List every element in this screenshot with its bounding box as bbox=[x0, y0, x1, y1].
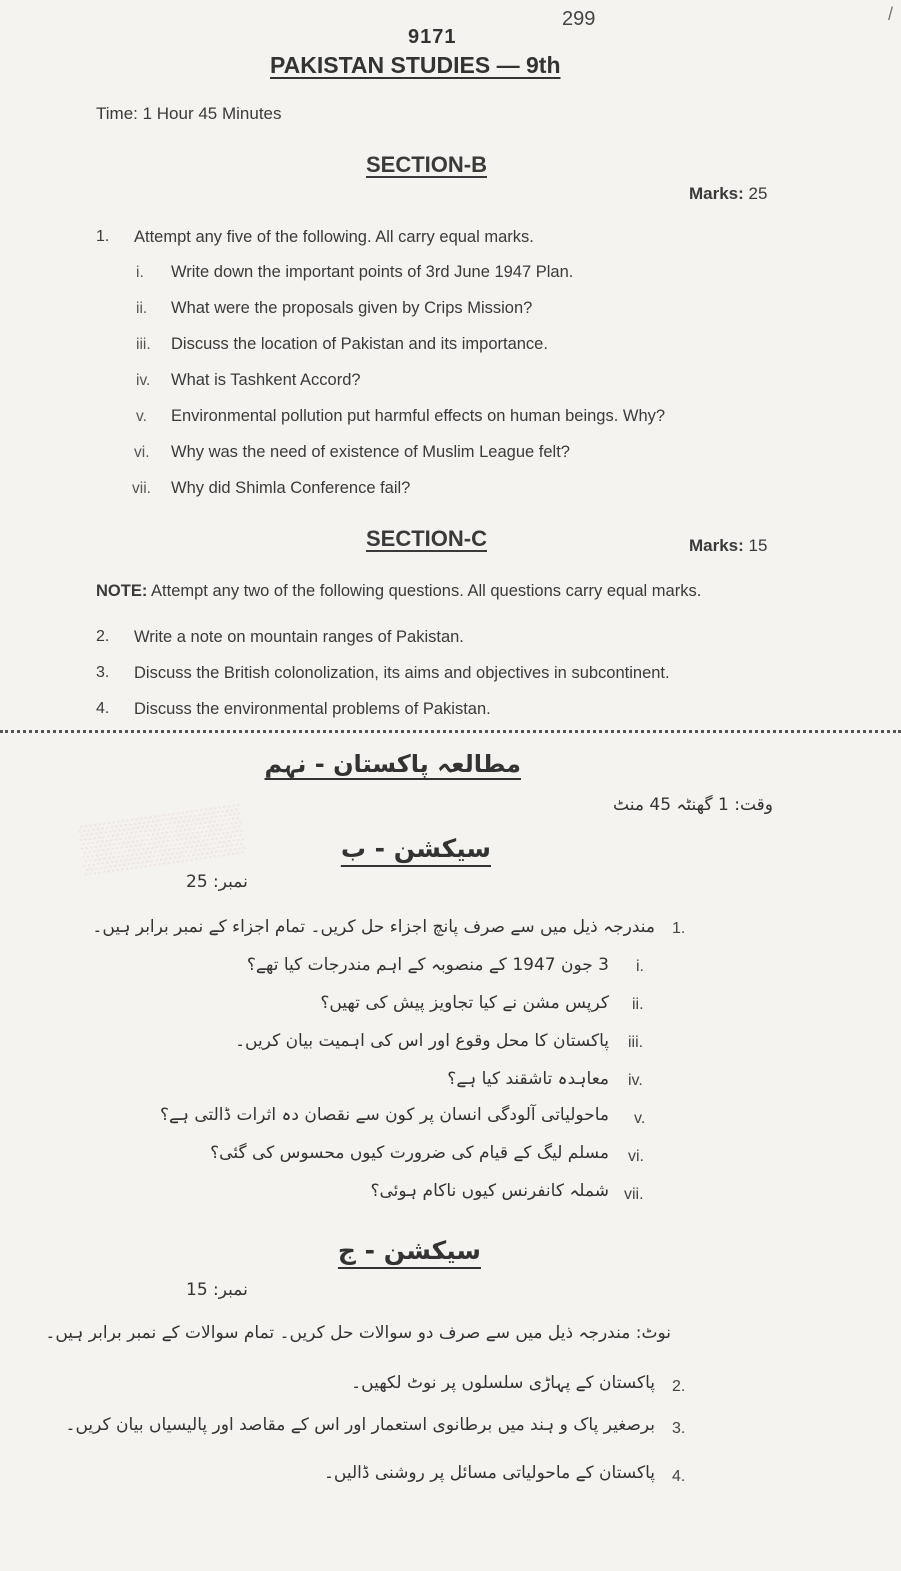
item-text: Why was the need of existence of Muslim League felt? bbox=[171, 443, 570, 461]
urdu-item-text: 3 جون 1947 کے منصوبہ کے اہم مندرجات کیا تھے؟ bbox=[246, 955, 609, 975]
urdu-item-roman: vii. bbox=[624, 1186, 644, 1203]
question-text: Attempt any five of the following. All carry equal marks. bbox=[134, 228, 534, 246]
question-number: 4. bbox=[96, 700, 110, 717]
urdu-section-c-marks: نمبر: 15 bbox=[186, 1280, 248, 1300]
question-text: Discuss the British colonolization, its aims and objectives in subcontinent. bbox=[134, 664, 670, 682]
urdu-section-b-marks: نمبر: 25 bbox=[186, 872, 248, 892]
section-c-heading: SECTION-C bbox=[366, 526, 487, 551]
item-text: What is Tashkent Accord? bbox=[171, 371, 361, 389]
watermark: ▒▒▒▒▒ bbox=[77, 799, 246, 875]
urdu-item-roman: v. bbox=[634, 1110, 646, 1127]
marks-value: 15 bbox=[748, 536, 768, 555]
paper-code: 9171 bbox=[408, 26, 457, 48]
urdu-item-roman: ii. bbox=[632, 996, 644, 1013]
section-c-marks bbox=[689, 536, 767, 556]
item-text: Write down the important points of 3rd June 1947 Plan. bbox=[171, 263, 574, 281]
item-roman: i. bbox=[136, 264, 144, 281]
urdu-item-text: پاکستان کا محل وقوع اور اس کی اہمیت بیان کریں۔ bbox=[235, 1031, 609, 1051]
section-b-heading: SECTION-B bbox=[366, 152, 487, 177]
question-number: 2. bbox=[96, 628, 110, 645]
urdu-section-b-heading: سیکشن - ب bbox=[340, 834, 491, 863]
urdu-item-text: معاہدہ تاشقند کیا ہے؟ bbox=[447, 1069, 609, 1089]
note bbox=[96, 582, 701, 601]
urdu-question-number: 1. bbox=[672, 920, 686, 937]
question-text: Write a note on mountain ranges of Pakistan. bbox=[134, 628, 464, 646]
urdu-item-text: ماحولیاتی آلودگی انسان پر کون سے نقصان دہ اثرات ڈالتی ہے؟ bbox=[159, 1105, 609, 1125]
item-text: What were the proposals given by Crips Mission? bbox=[171, 299, 533, 317]
urdu-time: وقت: 1 گھنٹہ 45 منٹ bbox=[613, 795, 773, 815]
item-text: Why did Shimla Conference fail? bbox=[171, 479, 411, 497]
marks-label: Marks: bbox=[689, 184, 744, 203]
urdu-question-text: پاکستان کے پہاڑی سلسلوں پر نوٹ لکھیں۔ bbox=[351, 1373, 655, 1393]
item-roman: ii. bbox=[136, 300, 148, 317]
urdu-note: نوٹ: مندرجہ ذیل میں سے صرف دو سوالات حل کریں۔ تمام سوالات کے نمبر برابر ہیں۔ bbox=[45, 1323, 671, 1343]
item-roman: v. bbox=[136, 408, 147, 425]
urdu-question-number: 2. bbox=[672, 1378, 686, 1395]
question-text: Discuss the environmental problems of Pakistan. bbox=[134, 700, 491, 718]
item-roman: vi. bbox=[134, 444, 150, 461]
urdu-question-number: 3. bbox=[672, 1420, 686, 1437]
urdu-question-text: پاکستان کے ماحولیاتی مسائل پر روشنی ڈالیں۔ bbox=[323, 1463, 655, 1483]
urdu-item-roman: vi. bbox=[628, 1148, 644, 1165]
divider bbox=[0, 730, 901, 733]
urdu-item-roman: iv. bbox=[628, 1072, 643, 1089]
time-allowed: Time: 1 Hour 45 Minutes bbox=[96, 104, 282, 123]
question-number: 3. bbox=[96, 664, 110, 681]
marks-label: Marks: bbox=[689, 536, 744, 555]
page-number: 299 bbox=[562, 8, 596, 30]
urdu-item-text: مسلم لیگ کے قیام کی ضرورت کیوں محسوس کی گئی؟ bbox=[210, 1143, 609, 1163]
urdu-question-text: مندرجہ ذیل میں سے صرف پانچ اجزاء حل کریں۔ تمام اجزاء کے نمبر برابر ہیں۔ bbox=[92, 917, 655, 937]
urdu-section-c-heading: سیکشن - ج bbox=[337, 1236, 481, 1265]
urdu-item-text: شملہ کانفرنس کیوں ناکام ہوئی؟ bbox=[370, 1181, 609, 1201]
margin-mark: / bbox=[887, 4, 893, 24]
urdu-item-roman: i. bbox=[636, 958, 644, 975]
item-roman: iv. bbox=[136, 372, 151, 389]
item-roman: iii. bbox=[136, 336, 151, 353]
note-label: NOTE: bbox=[96, 582, 148, 600]
urdu-question-number: 4. bbox=[672, 1468, 686, 1485]
item-roman: vii. bbox=[132, 480, 151, 497]
note-text: Attempt any two of the following questions. All questions carry equal marks. bbox=[151, 582, 702, 600]
urdu-item-text: کرپس مشن نے کیا تجاویز پیش کی تھیں؟ bbox=[320, 993, 609, 1013]
urdu-item-roman: iii. bbox=[628, 1034, 644, 1051]
section-b-marks bbox=[689, 184, 767, 204]
marks-value: 25 bbox=[748, 184, 768, 203]
urdu-question-text: برصغیر پاک و ہند میں برطانوی استعمار اور اس کے مقاصد اور پالیسیاں بیان کریں۔ bbox=[65, 1415, 655, 1435]
item-text: Discuss the location of Pakistan and its importance. bbox=[171, 335, 548, 353]
paper-title: PAKISTAN STUDIES — 9th bbox=[270, 52, 561, 78]
urdu-title: مطالعہ پاکستان - نہم bbox=[264, 750, 521, 778]
question-number: 1. bbox=[96, 228, 110, 245]
item-text: Environmental pollution put harmful effects on human beings. Why? bbox=[171, 407, 666, 425]
